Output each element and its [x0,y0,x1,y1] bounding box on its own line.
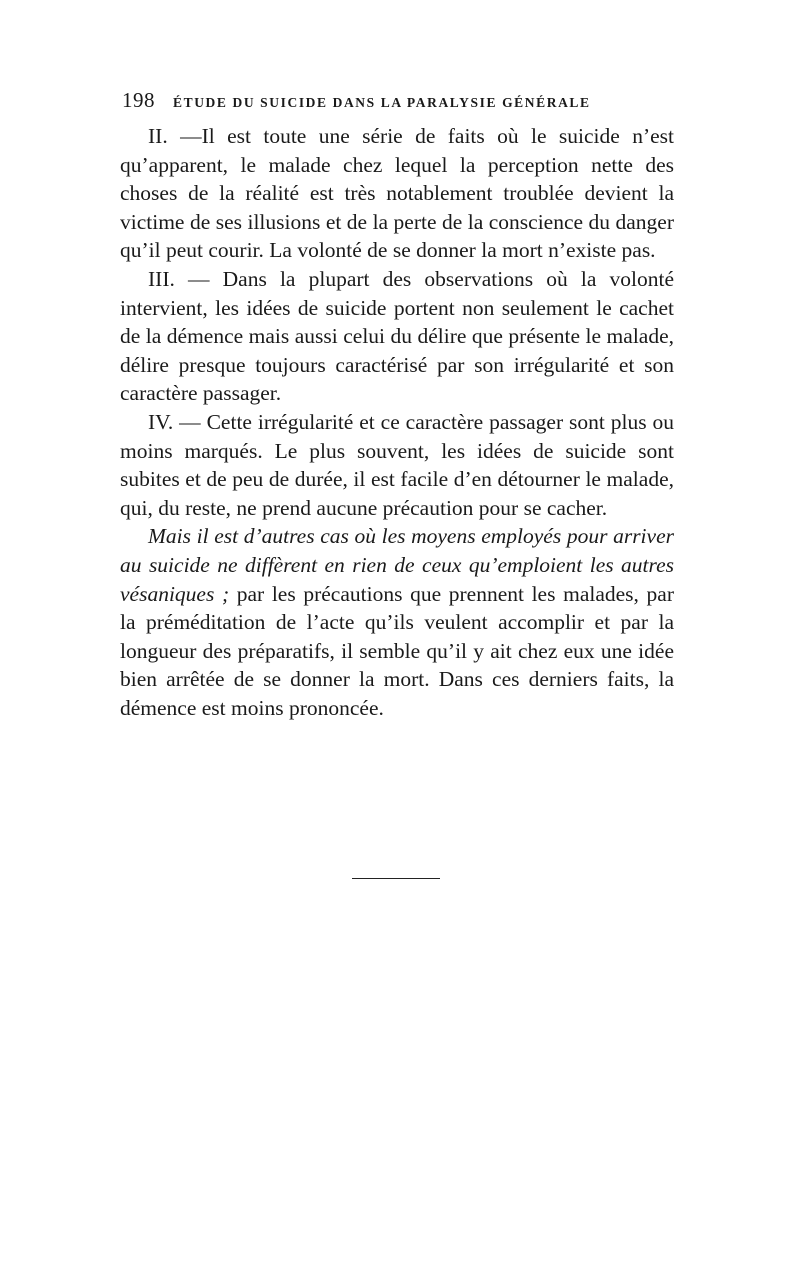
paragraph-iii [120,265,674,408]
running-header [122,88,674,114]
paragraph-iv [120,408,674,522]
paragraph-text: par les précautions que prennent les malades, par la préméditation de l’acte qu’ils veulent accomplir et par la longueur des préparatifs, il semble qu’il y ait chez eux une idée bien arrêtée de se donner la mort. Dans ces derniers faits, la démence est moins prononcée. [120,581,674,720]
section-end-rule [352,878,440,879]
page-number: 198 [122,88,155,112]
paragraph-text: III. — Dans la plupart des observations où la volonté intervient, les idées de suicide portent non seulement le cachet de la démence mais aussi celui du délire que présente le malade, délire presque toujours caractérisé par son irrégularité et son caractère passager. [120,266,674,406]
paragraph-text: IV. — Cette irrégularité et ce caractère passager sont plus ou moins marqués. Le plus souvent, les idées de suicide sont subites et de peu de durée, il est facile d’en détourner le malade, qui, du reste, ne prend aucune précaution pour se cacher. [120,409,674,520]
body-text [120,122,674,722]
italic-passage: Mais il est d’autres cas où les moyens employés pour arriver au suicide ne diffèrent en rien de ceux qu’emploient les autres vésaniques ; [120,524,674,606]
running-title: ÉTUDE DU SUICIDE DANS LA PARALYSIE GÉNÉRALE [173,95,591,110]
paragraph-conclusion [120,522,674,722]
paragraph-text: II. —Il est toute une série de faits où le suicide n’est qu’apparent, le malade chez lequel la perception nette des choses de la réalité est très notablement troublée devient la victime de ses illusions et de la perte de la conscience du danger qu’il peut courir. La volonté de se donner la mort n’existe pas. [120,124,674,263]
paragraph-ii [120,122,674,265]
